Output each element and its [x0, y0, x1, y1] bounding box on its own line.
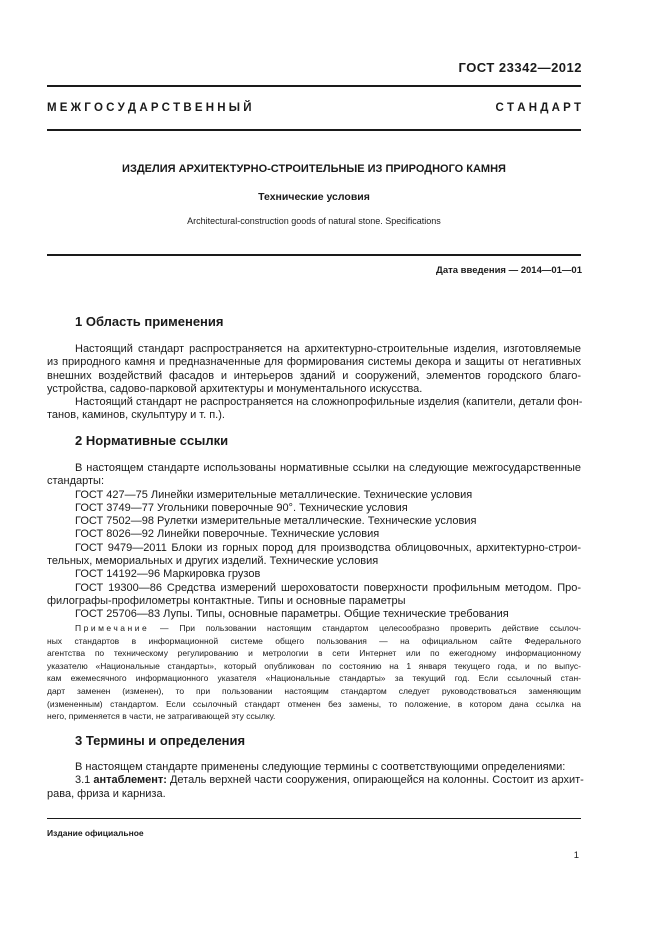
footer-divider [47, 818, 581, 819]
note-line: (измененным) стандартом. Если ссылочный стандарт отменен без замены, то положение, в котором дана ссылка на [47, 698, 581, 709]
section-3-body [47, 761, 584, 801]
section-3 [75, 733, 245, 748]
paragraph-line: Настоящий стандарт не распространяется на сложнопрофильные изделия (капители, детали фон- [75, 396, 583, 409]
paragraph-line: устройства, садово-парковой архитектуры и монументального искусства. [47, 382, 423, 395]
section-1-heading: 1 Область применения [75, 314, 224, 329]
note-line: кам ежемесячного информационного указателя «Национальные стандарты» за текущий год. Если ссылочный стан- [47, 673, 581, 684]
english-title: Architectural-construction goods of natural stone. Specifications [187, 216, 441, 226]
title-divider [47, 254, 581, 256]
reference-item: ГОСТ 19300—86 Средства измерений шероховатости поверхности профильным методом. Про- [75, 581, 581, 594]
note-line: указателю «Национальные стандарты», который опубликован по состоянию на 1 января текущего года, и по выпус- [47, 660, 581, 671]
paragraph-line: внешних воздействий фасадов и интерьеров зданий и сооружений, элементов городского благо- [47, 369, 581, 382]
header-divider-bottom [47, 129, 581, 131]
note-line: агентства по техническому регулированию и метрологии в сети Интернет или по ежегодному информационному [47, 648, 581, 659]
document-subtitle: Технические условия [258, 191, 370, 203]
term-definition: Деталь верхней части сооружения, опирающейся на колонны. Состоит из архит- [169, 774, 584, 787]
section-1 [75, 314, 224, 329]
reference-item: ГОСТ 8026—92 Линейки поверочные. Технические условия [75, 528, 380, 541]
paragraph-line: танов, каминов, скульптуру и т. п.). [47, 409, 225, 422]
note-line: него, применяется в части, не затрагивающей эту ссылку. [47, 711, 276, 722]
reference-item: ГОСТ 9479—2011 Блоки из горных пород для производства облицовочных, архитектурно-строи- [75, 541, 581, 554]
section-2-note [47, 622, 581, 723]
standard-type-word-2: С Т А Н Д А Р Т [495, 102, 581, 114]
document-code: ГОСТ 23342—2012 [458, 60, 582, 75]
paragraph-line: В настоящем стандарте применены следующие термины с соответствующими определениями: [75, 761, 566, 773]
reference-item: ГОСТ 427—75 Линейки измерительные металлические. Технические условия [75, 488, 473, 501]
reference-item: ГОСТ 25706—83 Лупы. Типы, основные параметры. Общие технические требования [75, 608, 509, 621]
reference-item: ГОСТ 3749—77 Угольники поверочные 90°. Технические условия [75, 501, 408, 514]
term-number: 3.1 [75, 774, 91, 787]
note-text: — При пользовании настоящим стандартом целесообразно проверить действие ссылоч- [160, 623, 581, 633]
page-number: 1 [573, 850, 579, 861]
reference-item: ГОСТ 14192—96 Маркировка грузов [75, 568, 261, 581]
term-entry [47, 774, 584, 787]
paragraph-line: стандарты: [47, 475, 105, 488]
section-3-heading: 3 Термины и определения [75, 733, 246, 748]
standard-type-heading [47, 102, 581, 114]
header-divider-top [47, 85, 581, 87]
term-name: антаблемент: [93, 774, 167, 787]
section-2-heading: 2 Нормативные ссылки [75, 433, 229, 448]
section-2 [75, 433, 228, 448]
document-title: ИЗДЕЛИЯ АРХИТЕКТУРНО-СТРОИТЕЛЬНЫЕ ИЗ ПРИРОДНОГО КАМНЯ [122, 163, 506, 175]
standard-type-word-1: М Е Ж Г О С У Д А Р С Т В Е Н Н Ы Й [47, 102, 252, 114]
term-definition-continuation: рава, фриза и карниза. [47, 787, 166, 800]
note-line: дарт заменен (изменен), то при пользовании настоящим стандартом следует руководствоваться заменяющим [47, 685, 581, 696]
reference-item-continuation: тельных, мемориальных и других изделий. Технические условия [47, 555, 379, 568]
paragraph-line: В настоящем стандарте использованы нормативные ссылки на следующие межгосударственные [75, 462, 581, 474]
paragraph-line: Настоящий стандарт распространяется на архитектурно-строительные изделия, изготовляемые [75, 343, 581, 355]
official-edition-label: Издание официальное [47, 828, 144, 838]
note-line: ных стандартов в информационной системе общего пользования — на официальном сайте Федерального [47, 635, 581, 646]
note-line [47, 622, 581, 635]
paragraph-line: из природного камня и предназначенные для формирования системы декора и защиты от негативных [47, 356, 581, 369]
section-2-body [47, 462, 581, 622]
reference-item: ГОСТ 7502—98 Рулетки измерительные металлические. Технические условия [75, 515, 477, 528]
section-1-body [47, 343, 581, 423]
note-label: Примечание [75, 623, 150, 633]
introduction-date: Дата введения — 2014—01—01 [436, 265, 582, 276]
reference-item-continuation: филографы-профилометры контактные. Типы и основные параметры [47, 594, 406, 607]
